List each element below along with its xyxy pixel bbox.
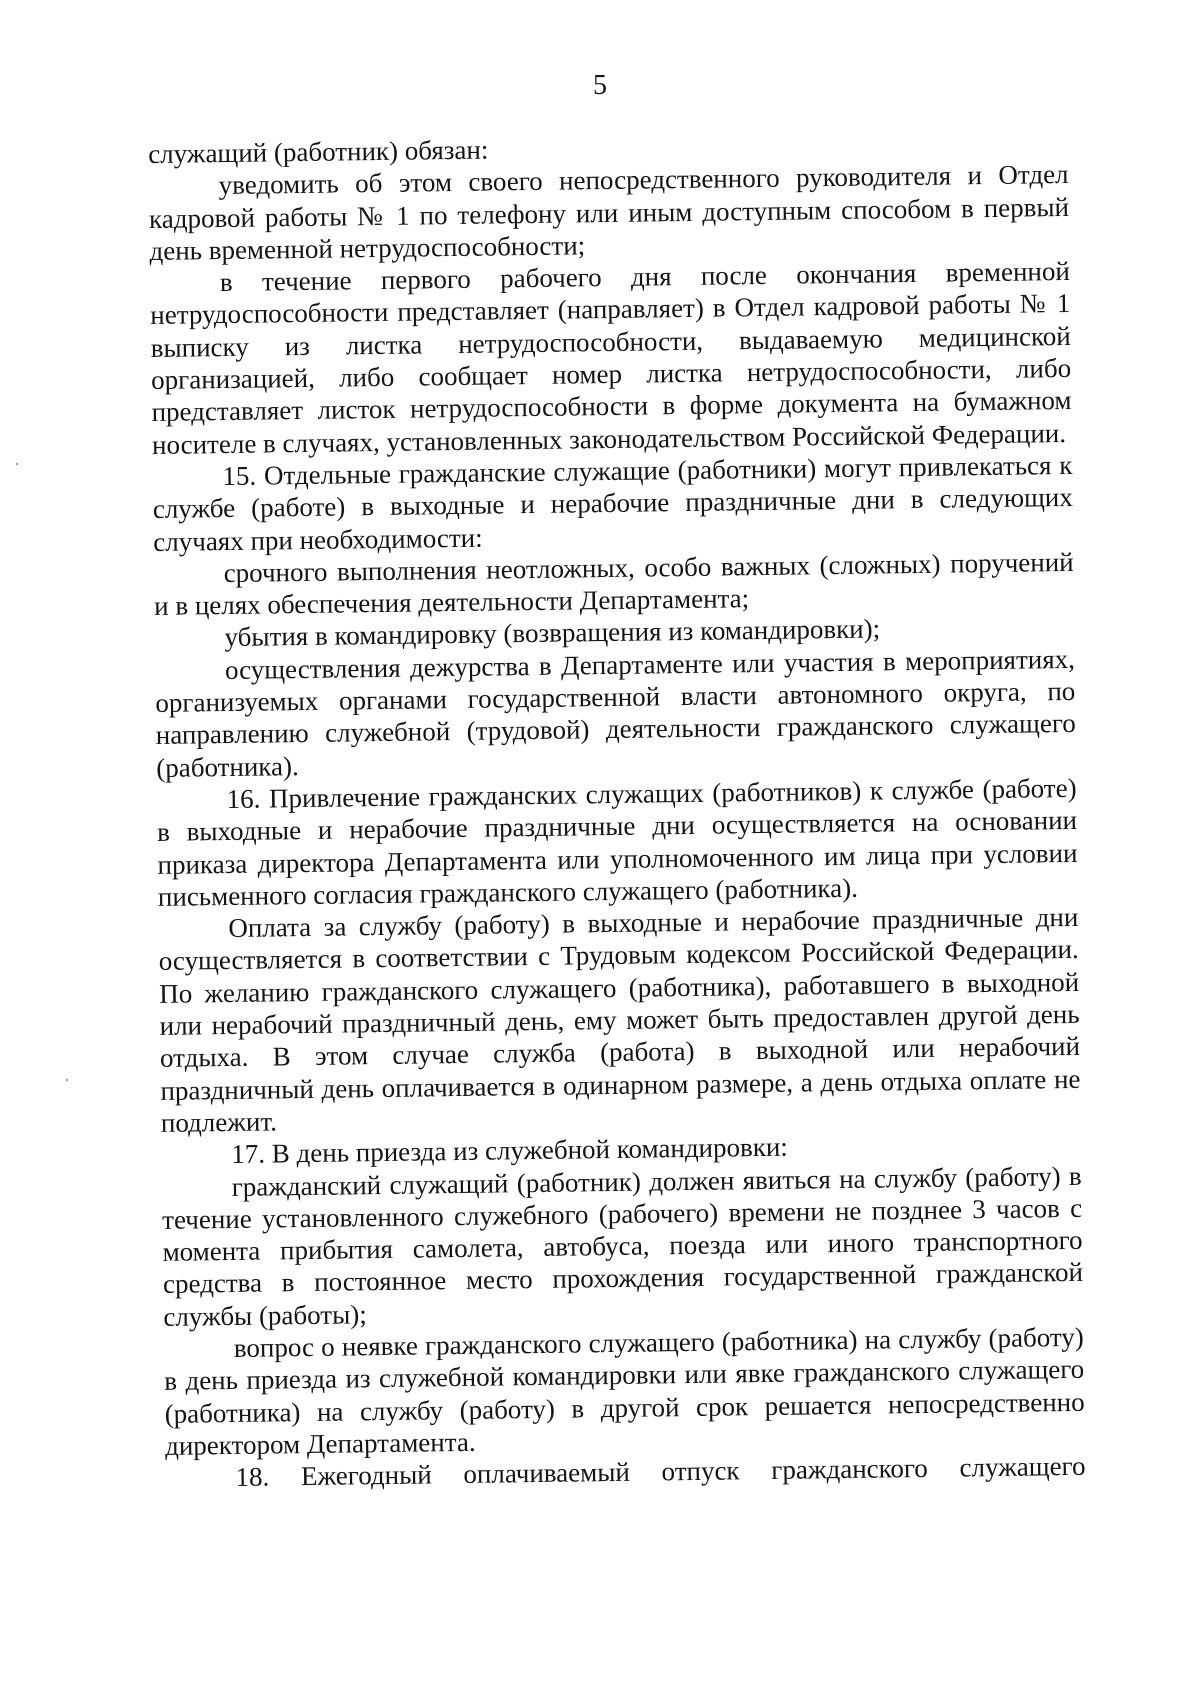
paragraph-arrival-duty: гражданский служащий (работник) должен явиться на службу (работу) в течение установленного служебного (рабочего) времени не позднее 3 часов с момента прибытия самолета, автобуса, поезда или иного транспортного средства в постоянное место прохождения государственной гражданской службы (работы);	[161, 1160, 1084, 1332]
paragraph-item-17: 17. В день приезда из служебной командировки:	[231, 1131, 789, 1170]
scan-speck	[16, 463, 18, 465]
paragraph-continuation: служащий (работник) обязан:	[148, 134, 489, 169]
document-body	[148, 126, 1086, 1494]
paragraph-notify-manager: уведомить об этом своего непосредственного руководителя и Отдел кадровой работы № 1 по телефону или иным доступным способом в первый день временной нетрудоспособности;	[148, 159, 1070, 266]
paragraph-urgent-tasks: срочного выполнения неотложных, особо важных (сложных) поручений и в целях обеспечения деятельности Департамента;	[153, 546, 1074, 622]
page-number: 5	[593, 70, 607, 101]
paragraph-item-16: 16. Привлечение гражданских служащих (работников) к службе (работе) в выходные и нерабочие праздничные дни осуществляется на основании приказа директора Департамента или уполномоченного им лица при условии письменного согласия гражданского служащего (работника).	[156, 772, 1078, 912]
paragraph-duty: осуществления дежурства в Департаменте или участия в мероприятиях, организуемых органами государственной власти автономного округа, по направлению служебной (трудовой) деятельности гражданского служащего (работника).	[155, 643, 1076, 783]
paragraph-sick-leave-certificate: в течение первого рабочего дня после окончания временной нетрудоспособности представляет (направляет) в Отдел кадровой работы № 1 выписку из листка нетрудоспособности, выдаваемую медицинской организацией, либо сообщает номер листка нетрудоспособности, либо представляет листок нетрудоспособности в форме документа на бумажном носителе в случаях, установленных законодательством Российской Федерации.	[150, 256, 1072, 460]
paragraph-business-trip: убытия в командировку (возвращения из командировки);	[224, 613, 881, 653]
scan-speck	[66, 1079, 68, 1081]
paragraph-absence-question: вопрос о неявке гражданского служащего (работника) на службу (работу) в день приезда из служебной командировки или явке гражданского служащего (работника) на службу (работу) в другой срок решается непосредственно директором Департамента.	[164, 1321, 1085, 1461]
paragraph-item-15: 15. Отдельные гражданские служащие (работники) могут привлекаться к службе (работе) в выходные и нерабочие праздничные дни в следующих случаях при необходимости:	[152, 449, 1073, 557]
paragraph-payment: Оплата за службу (работу) в выходные и нерабочие праздничные дни осуществляется в соответствии с Трудовым кодексом Российской Федерации. По желанию гражданского служащего (работника), работавшего в выходной или нерабочий праздничный день, ему может быть предоставлен другой день отдыха. В этом случае служба (работа) в выходной или нерабочий праздничный день оплачивается в одинарном размере, а день отдыха оплате не подлежит.	[158, 902, 1081, 1138]
paragraph-item-18: 18. Ежегодный оплачиваемый отпуск гражданского служащего	[235, 1451, 1086, 1493]
